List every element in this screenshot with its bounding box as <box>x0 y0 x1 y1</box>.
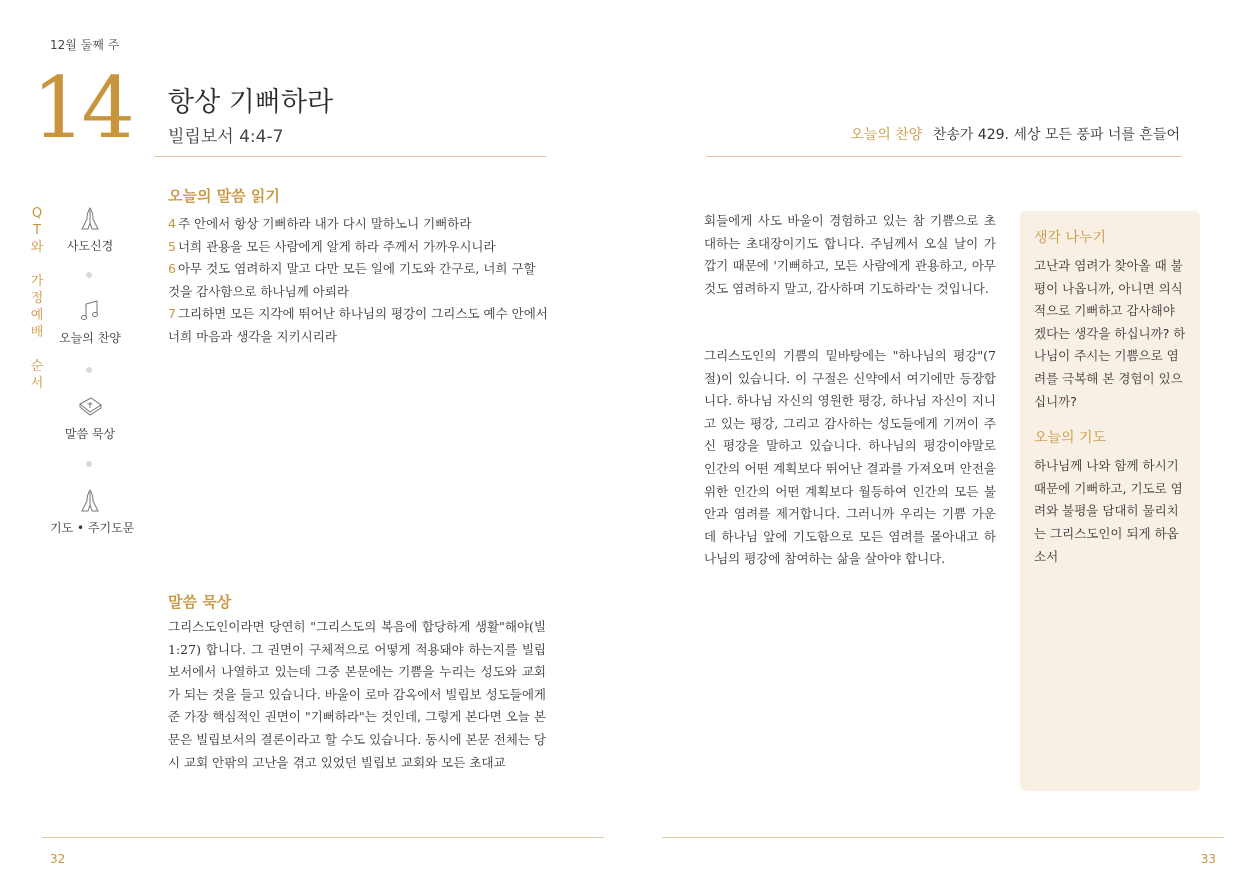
meditation-text-left: 그리스도인이라면 당연히 "그리스도의 복음에 합당하게 생활"해야(빌1:27) 합니다. 그 권면이 구체적으로 어떻게 적용돼야 하는지를 빌립보서에서 나열하고 있는데 그중 본문에는 기쁨을 누리는 성도와 교회가 되는 것을 들고 있습니다. 바울이 로마 감옥에서 빌립보 성도들에게 준 가장 핵심적인 권면이 "기뻐하라"는 것인데, 그렇게 본다면 오늘 본문은 빌립보서의 결론이라고 할 수도 있습니다. 동시에 본문 전체는 당시 교회 안팎의 고난을 겪고 있었던 빌립보 교회와 모든 초대교 <box>168 619 546 770</box>
nav-separator-dot <box>86 461 92 467</box>
nav-label: 사도신경 <box>66 239 114 253</box>
sharing-heading: 생각 나누기 <box>1034 230 1107 246</box>
reading-heading: 오늘의 말씀 읽기 <box>168 187 280 205</box>
verse-number: 4 <box>168 216 176 231</box>
praying-hands-icon <box>76 487 104 515</box>
verse-text: 그리하면 모든 지각에 뛰어난 하나님의 평강이 그리스도 예수 안에서 너희 마음과 생각을 지키시리라 <box>168 306 548 344</box>
scripture-reference: 빌립보서 4:4-7 <box>168 127 284 147</box>
meditation-text-right-2: 그리스도인의 기쁨의 밑바탕에는 "하나님의 평강"(7절)이 있습니다. 이 구절은 신약에서 여기에만 등장합니다. 하나님 자신의 영원한 평강, 하나님 자신이 지니고 있는 평강, 그리고 감사하는 성도들에게 기꺼이 주신 평강을 말하고 있습니다. 하나님의 평강이야말로 인간의 어떤 계획보다 뛰어난 결과를 가져오며 안전을 위한 인간의 어떤 계획보다 월등하여 인간의 모든 불안과 염려를 제거합니다. 그러니까 우리는 기쁨 가운데 하나님 앞에 기도함으로 모든 염려를 몰아내고 하나님의 평강에 참여하는 삶을 살아야 합니다. <box>704 348 996 567</box>
music-note-icon <box>76 297 104 325</box>
bible-book-icon <box>76 393 104 421</box>
hymn-title: 찬송가 429. 세상 모든 풍파 너를 흔들어 <box>932 127 1180 143</box>
nav-separator-dot <box>86 367 92 373</box>
sharing-text: 고난과 염려가 찾아올 때 불평이 나옵니까, 아니면 의식적으로 기뻐하고 감사해야겠다는 생각을 하십니까? 하나님이 주시는 기쁨으로 염려를 극복해 본 경험이 있으십니까? <box>1034 258 1186 409</box>
nav-label: 오늘의 찬양 <box>59 331 121 345</box>
meditation-heading: 말씀 묵상 <box>168 593 232 611</box>
day-number: 14 <box>32 59 131 157</box>
nav-label: 기도 • 주기도문 <box>50 521 135 535</box>
nav-prayer[interactable] <box>50 487 135 536</box>
verse-number: 7 <box>168 306 176 322</box>
verse <box>168 303 548 348</box>
verse-number: 6 <box>168 261 176 277</box>
prayer-text: 하나님께 나와 함께 하시기 때문에 기뻐하고, 기도로 염려와 불평을 담대히 물리치는 그리스도인이 되게 하옵소서 <box>1034 458 1183 564</box>
sharing-panel <box>1020 211 1200 791</box>
page-number-right: 33 <box>1200 852 1216 866</box>
praying-hands-icon <box>76 205 104 233</box>
nav-apostles-creed[interactable] <box>50 205 130 254</box>
meditation-text-right-1: 회들에게 사도 바울이 경험하고 있는 참 기쁨으로 초대하는 초대장이기도 합니다. 주님께서 오실 날이 가깝기 때문에 '기뻐하고, 모든 사람에게 관용하고, 아무것도 염려하지 말고, 감사하며 기도하라'는 것입니다. <box>704 213 996 296</box>
verse-text: 주 안에서 항상 기뻐하라 내가 다시 말하노니 기뻐하라 <box>177 216 472 231</box>
verse-text: 너희 관용을 모든 사람에게 알게 하라 주께서 가까우시니라 <box>177 238 496 254</box>
nav-meditation[interactable] <box>50 393 130 442</box>
nav-hymn[interactable] <box>50 297 130 346</box>
hymn-label: 오늘의 찬양 <box>850 127 923 143</box>
verse-number: 5 <box>168 238 176 254</box>
week-label: 12월 둘째 주 <box>50 38 120 52</box>
verse <box>168 213 548 236</box>
header-divider-left <box>154 156 546 157</box>
nav-label: 말씀 묵상 <box>64 427 116 441</box>
verse-text: 아무 것도 염려하지 말고 다만 모든 일에 기도와 간구로, 너희 구할 것을 감사함으로 하나님께 아뢰라 <box>168 261 536 299</box>
verse <box>168 236 548 259</box>
footer-divider-left <box>42 837 604 838</box>
page-number-left: 32 <box>50 852 66 866</box>
verse <box>168 258 548 303</box>
nav-separator-dot <box>86 272 92 278</box>
hymn-of-the-day <box>850 124 1180 144</box>
vertical-section-title: Q T 와 가 정 예 배 순 서 <box>30 206 44 391</box>
page-title: 항상 기뻐하라 <box>168 87 334 118</box>
prayer-heading: 오늘의 기도 <box>1034 430 1107 447</box>
header-divider-right <box>706 156 1181 157</box>
verse-list <box>168 213 548 349</box>
footer-divider-right <box>662 837 1224 838</box>
